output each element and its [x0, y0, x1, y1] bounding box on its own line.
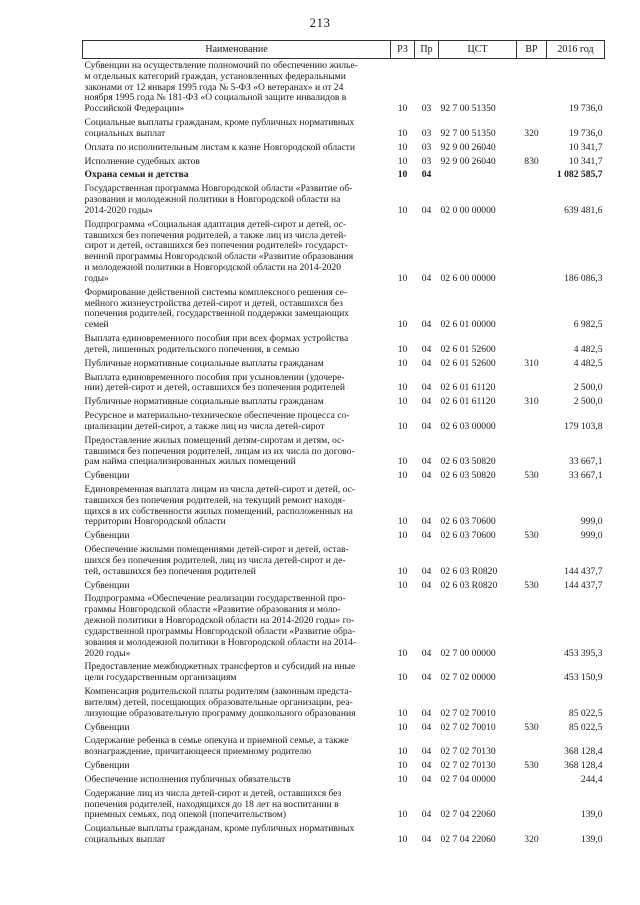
table-row: [83, 116, 605, 141]
cell-cst: 02 7 00 00000: [440, 647, 496, 659]
cell-sum: 4 482,5: [573, 357, 603, 369]
cell-pr: 04: [421, 707, 432, 719]
header-vr: ВР: [517, 41, 547, 59]
cell-name: Предоставление жилых помещений детям-сиротам и детям, ос- тавшимся без попечения родителей, лицам из их числа по догово- рам найма специализированных жилых помещений: [84, 434, 355, 468]
cell-pr: 04: [421, 530, 432, 542]
cell-rz: 10: [397, 343, 408, 355]
cell-sum: 179 103,8: [564, 420, 603, 432]
cell-vr: 320: [524, 127, 539, 139]
cell-name: Ресурсное и материально-техническое обеспечение процесса со- циализации детей-сирот, а также лиц из числа детей-сирот: [84, 410, 350, 432]
cell-vr: 530: [524, 721, 539, 733]
cell-pr: 04: [421, 204, 432, 216]
cell-pr: 03: [421, 127, 432, 139]
cell-cst: 02 6 03 R0820: [440, 579, 498, 591]
cell-rz: 10: [397, 357, 408, 369]
cell-pr: 04: [421, 420, 432, 432]
table-row: [83, 434, 605, 469]
cell-name: Обеспечение жилыми помещениями детей-сирот и детей, остав- шихся без попечения родителей, лиц из числа детей-сирот и де- тей, оставшихся без попечения родителей: [84, 544, 349, 577]
cell-pr: 03: [421, 103, 432, 115]
cell-rz: 10: [397, 579, 408, 591]
cell-rz: 10: [397, 155, 408, 167]
cell-sum: 144 437,7: [564, 579, 603, 591]
cell-sum: 139,0: [580, 834, 603, 845]
header-pr: Пр: [415, 41, 439, 59]
cell-pr: 03: [421, 155, 432, 167]
cell-rz: 10: [397, 647, 408, 659]
cell-vr: [517, 332, 547, 357]
cell-cst: 02 7 04 22060: [440, 809, 496, 821]
cell-sum: 2 500,0: [573, 396, 603, 408]
cell-cst: 02 6 03 70600: [440, 516, 496, 528]
cell-cst: 02 7 04 22060: [440, 834, 496, 845]
cell-name: Субвенции: [84, 470, 130, 482]
cell-sum: 6 982,5: [573, 319, 603, 331]
cell-pr: 04: [421, 672, 432, 684]
cell-vr: 530: [524, 530, 539, 542]
cell-pr: 04: [421, 565, 432, 577]
cell-sum: 186 086,3: [564, 272, 603, 284]
cell-rz: 10: [397, 470, 408, 482]
cell-sum: 85 022,5: [568, 721, 603, 733]
cell-vr: [517, 483, 547, 529]
cell-vr: [517, 59, 547, 117]
cell-cst: 02 7 02 70130: [440, 746, 496, 758]
cell-vr: [517, 286, 547, 332]
cell-vr: [517, 660, 547, 685]
cell-cst: 02 6 01 00000: [440, 319, 496, 331]
table-row: [83, 579, 605, 593]
cell-name: Субвенции: [84, 721, 130, 733]
cell-sum: 19 736,0: [568, 127, 603, 139]
cell-name: Оплата по исполнительным листам к казне Новгородской области: [84, 141, 355, 153]
cell-name: Субвенции на осуществление полномочий по обеспечению жилье- м отдельных категорий граждан, установленных федеральными законами от 12 января 1995 года № 5-ФЗ «О ветеранах» и от 24 ноября 1995 года № 181-ФЗ «О социальной защите инвалидов в Российской Федерации»: [84, 60, 358, 115]
cell-pr: 04: [421, 746, 432, 758]
cell-sum: 33 667,1: [568, 456, 603, 468]
table-row: [83, 685, 605, 720]
cell-sum: 368 128,4: [564, 760, 603, 772]
cell-vr: 310: [524, 357, 539, 369]
table-header: [83, 41, 605, 59]
table-row: [83, 469, 605, 483]
cell-vr: 530: [524, 760, 539, 772]
cell-pr: 04: [421, 834, 432, 845]
table-row: [83, 543, 605, 578]
cell-name: Выплата единовременного пособия при всех формах устройства детей, лишенных родительского попечения, в семью: [84, 333, 349, 355]
table-row: [83, 141, 605, 155]
cell-cst: 02 7 02 00000: [440, 672, 496, 684]
table-row: [83, 357, 605, 371]
cell-pr: 03: [421, 141, 432, 153]
header-name: Наименование: [83, 41, 391, 59]
cell-sum: 144 437,7: [564, 565, 603, 577]
cell-rz: 10: [397, 516, 408, 528]
cell-name: Исполнение судебных актов: [84, 155, 200, 167]
cell-name: Публичные нормативные социальные выплаты гражданам: [84, 357, 324, 369]
cell-cst: 02 6 01 61120: [440, 382, 496, 394]
budget-table: [82, 40, 605, 847]
cell-name: Единовременная выплата лицам из числа детей-сирот и детей, ос- тавшихся без попечения родителей, на текущий ремонт находя- щихся в их собственности жилых помещений, расположенных на территории Новгородской области: [84, 483, 356, 528]
cell-vr: [517, 141, 547, 155]
section-row: [83, 168, 605, 182]
cell-rz: 10: [397, 272, 408, 284]
header-rz: РЗ: [391, 41, 415, 59]
header-row: [83, 41, 605, 59]
cell-pr: 04: [421, 470, 432, 482]
cell-cst: 92 7 00 51350: [440, 103, 496, 115]
table-row: [83, 822, 605, 847]
cell-rz: 10: [397, 169, 408, 181]
cell-cst: 02 6 03 50820: [440, 470, 496, 482]
cell-vr: [517, 168, 547, 182]
table-row: [83, 592, 605, 660]
cell-rz: 10: [397, 760, 408, 772]
cell-sum: 999,0: [580, 516, 603, 528]
table-row: [83, 734, 605, 759]
cell-name: Субвенции: [84, 760, 130, 772]
cell-pr: 04: [421, 516, 432, 528]
cell-pr: 04: [421, 169, 432, 181]
table-row: [83, 529, 605, 543]
cell-cst: 92 9 00 26040: [440, 155, 496, 167]
header-cst: ЦСТ: [439, 41, 517, 59]
cell-rz: 10: [397, 565, 408, 577]
cell-pr: 04: [421, 382, 432, 394]
table-row: [83, 218, 605, 286]
cell-name: Охрана семьи и детства: [84, 169, 189, 181]
cell-pr: 04: [421, 319, 432, 331]
cell-cst: 02 6 01 52600: [440, 357, 496, 369]
cell-rz: 10: [397, 834, 408, 845]
cell-sum: 139,0: [580, 809, 603, 821]
cell-vr: [517, 787, 547, 822]
cell-vr: 310: [524, 396, 539, 408]
cell-vr: 320: [524, 834, 539, 845]
cell-rz: 10: [397, 103, 408, 115]
cell-cst: 02 6 03 50820: [440, 456, 496, 468]
cell-sum: 33 667,1: [568, 470, 603, 482]
cell-name: Содержание ребенка в семье опекуна и приемной семье, а также вознаграждение, причитающееся приемному родителю: [84, 735, 349, 758]
cell-rz: 10: [397, 127, 408, 139]
header-sum: 2016 год: [547, 41, 605, 59]
page-number: 213: [309, 15, 331, 30]
cell-cst: 92 7 00 51350: [440, 127, 496, 139]
cell-sum: 85 022,5: [568, 707, 603, 719]
cell-sum: 4 482,5: [573, 343, 603, 355]
cell-vr: [517, 218, 547, 286]
cell-cst: 02 6 01 61120: [440, 396, 496, 408]
cell-cst: 92 9 00 26040: [440, 141, 496, 153]
table-row: [83, 773, 605, 787]
cell-pr: 04: [421, 357, 432, 369]
cell-sum: 639 481,6: [564, 204, 603, 216]
table-row: [83, 59, 605, 117]
cell-sum: 999,0: [580, 530, 603, 542]
cell-vr: [517, 773, 547, 787]
table-row: [83, 371, 605, 396]
cell-pr: 04: [421, 647, 432, 659]
cell-name: Социальные выплаты гражданам, кроме публичных нормативных социальных выплат: [84, 117, 355, 139]
cell-rz: 10: [397, 420, 408, 432]
cell-cst: 02 0 00 00000: [440, 204, 496, 216]
cell-pr: 04: [421, 456, 432, 468]
cell-pr: 04: [421, 343, 432, 355]
cell-name: Предоставление межбюджетных трансфертов и субсидий на иные цели государственным организациям: [84, 661, 356, 684]
cell-name: Государственная программа Новгородской области «Развитие об- разования и молодежной политики в Новгородской области на 2014-2020 годы»: [84, 183, 353, 216]
cell-vr: 530: [524, 470, 539, 482]
cell-rz: 10: [397, 396, 408, 408]
cell-rz: 10: [397, 672, 408, 684]
cell-sum: 368 128,4: [564, 746, 603, 758]
cell-cst: 02 6 01 52600: [440, 343, 496, 355]
table-row: [83, 395, 605, 409]
cell-sum: 244,4: [580, 773, 603, 785]
cell-vr: [517, 543, 547, 578]
cell-cst: 02 6 03 70600: [440, 530, 496, 542]
cell-sum: 19 736,0: [568, 103, 603, 115]
table-row: [83, 182, 605, 217]
table-row: [83, 286, 605, 332]
table-row: [83, 409, 605, 434]
cell-sum: 453 150,9: [564, 672, 603, 684]
table-row: [83, 483, 605, 529]
cell-vr: [517, 182, 547, 217]
table-row: [83, 721, 605, 735]
cell-vr: 530: [524, 579, 539, 591]
cell-name: Обеспечение исполнения публичных обязательств: [84, 773, 291, 785]
cell-name: Подпрограмма «Социальная адаптация детей-сирот и детей, ос- тавшихся без попечения родителей, а также лиц из числа детей- сирот и детей, оставшихся без попечения родителей» государст- венной программы Новгородской области «Развитие образования и молодежной политики в Новгородской области на 2014-2020 годы»: [84, 218, 354, 284]
cell-cst: 02 7 02 70010: [440, 721, 496, 733]
cell-rz: 10: [397, 319, 408, 331]
table-body: [83, 59, 605, 847]
cell-vr: [517, 734, 547, 759]
cell-cst: 02 7 02 70010: [440, 707, 496, 719]
table-row: [83, 332, 605, 357]
cell-cst: 02 6 03 R0820: [440, 565, 498, 577]
cell-rz: 10: [397, 721, 408, 733]
cell-name: Субвенции: [84, 579, 130, 591]
cell-name: Подпрограмма «Обеспечение реализации государственной про- граммы Новгородской области «Развитие образования и моло- дежной политики в Новгородской области на 2014-2020 годы» го- сударственной программы Новгородской области «Развитие обра- зования и молодежной политики в Новгородской области на 2014- 2020 годы»: [84, 593, 357, 659]
cell-pr: 04: [421, 809, 432, 821]
cell-vr: [517, 371, 547, 396]
cell-rz: 10: [397, 746, 408, 758]
cell-cst: 02 6 03 00000: [440, 420, 496, 432]
cell-name: Социальные выплаты гражданам, кроме публичных нормативных социальных выплат: [84, 823, 355, 845]
table-row: [83, 155, 605, 169]
cell-rz: 10: [397, 773, 408, 785]
cell-pr: 04: [421, 721, 432, 733]
table-row: [83, 660, 605, 685]
cell-pr: 04: [421, 272, 432, 284]
cell-name: Субвенции: [84, 530, 130, 542]
cell-name: Выплата единовременного пособия при усыновлении (удочере- нии) детей-сирот и детей, оставшихся без попечения родителей: [84, 371, 345, 394]
cell-vr: 830: [524, 155, 539, 167]
cell-vr: [517, 434, 547, 469]
cell-pr: 04: [421, 396, 432, 408]
cell-vr: [517, 592, 547, 660]
cell-rz: 10: [397, 530, 408, 542]
cell-sum: 10 341,7: [568, 155, 603, 167]
cell-cst: [439, 168, 517, 182]
cell-sum: 1 082 585,7: [556, 169, 603, 181]
cell-vr: [517, 409, 547, 434]
cell-sum: 453 395,3: [564, 647, 603, 659]
cell-pr: 04: [421, 760, 432, 772]
cell-name: Публичные нормативные социальные выплаты гражданам: [84, 396, 324, 408]
cell-pr: 04: [421, 579, 432, 591]
cell-cst: 02 6 00 00000: [440, 272, 496, 284]
cell-rz: 10: [397, 141, 408, 153]
cell-pr: 04: [421, 773, 432, 785]
table-row: [83, 759, 605, 773]
cell-name: Формирование действенной системы комплексного решения се- мейного жизнеустройства детей-сирот и детей, оставшихся без попечения родителей, государственной поддержки замещающих семей: [84, 286, 350, 331]
cell-cst: 02 7 04 00000: [440, 773, 496, 785]
cell-rz: 10: [397, 382, 408, 394]
cell-cst: 02 7 02 70130: [440, 760, 496, 772]
cell-name: Содержание лиц из числа детей-сирот и детей, оставшихся без попечения родителей, находящихся до 18 лет на воспитании в приемных семьях, под опекой (попечительством): [84, 787, 342, 821]
cell-rz: 10: [397, 809, 408, 821]
cell-vr: [517, 685, 547, 720]
cell-name: Компенсация родительской платы родителям (законным предста- вителям) детей, посещающих образовательные организации, реа- лизующие образовательную программу дошкольного образования: [84, 686, 356, 719]
cell-rz: 10: [397, 707, 408, 719]
cell-sum: 10 341,7: [568, 141, 603, 153]
cell-rz: 10: [397, 456, 408, 468]
cell-sum: 2 500,0: [573, 382, 603, 394]
table-row: [83, 787, 605, 822]
cell-rz: 10: [397, 204, 408, 216]
